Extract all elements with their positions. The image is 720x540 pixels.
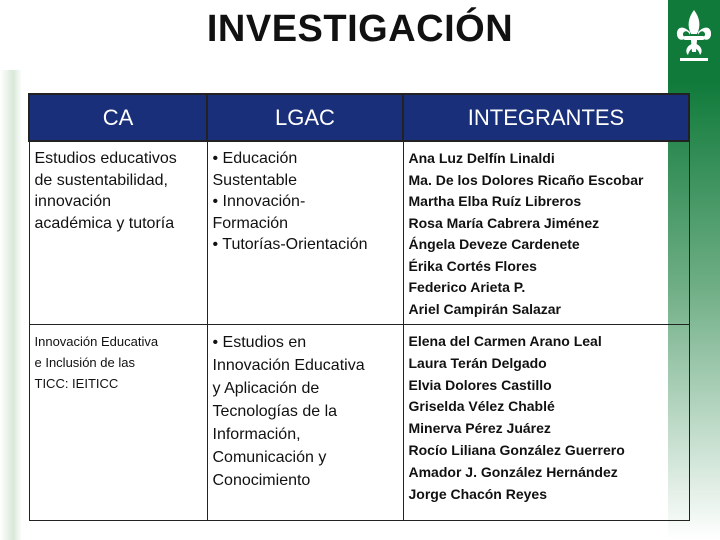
- lgac-line: Información,: [212, 426, 301, 443]
- ca-line: académica y tutoría: [34, 214, 175, 232]
- table-header-row: [29, 94, 689, 141]
- lgac-line: • Tutorías-Orientación: [212, 236, 368, 253]
- integrantes-cell: [403, 141, 689, 325]
- ca-line: e Inclusión de las: [34, 355, 135, 370]
- table-row: [29, 325, 689, 521]
- member-name: Ma. De los Dolores Ricaño Escobar: [408, 171, 644, 188]
- member-name: Ariel Campirán Salazar: [408, 300, 562, 317]
- member-name: Elena del Carmen Arano Leal: [408, 333, 602, 349]
- member-name: Ángela Deveze Cardenete: [408, 236, 580, 252]
- ca-line: Estudios educativos: [34, 150, 177, 167]
- member-name: Laura Terán Delgado: [408, 354, 547, 371]
- page-title: INVESTIGACIÓN: [206, 8, 514, 50]
- lgac-line: Innovación Educativa: [212, 357, 365, 374]
- member-name: Rosa María Cabrera Jiménez: [408, 214, 600, 231]
- header-integrantes: INTEGRANTES: [403, 94, 689, 141]
- member-name: Griselda Vélez Chablé: [408, 398, 555, 415]
- lgac-cell: [207, 141, 403, 325]
- member-name: Jorge Chacón Reyes: [408, 485, 547, 502]
- ca-cell: [29, 325, 207, 521]
- lgac-line: y Aplicación de: [212, 380, 320, 397]
- ca-line: de sustentabilidad,: [34, 171, 168, 189]
- member-name: Elvia Dolores Castillo: [408, 376, 552, 393]
- lgac-line: Formación: [212, 214, 289, 232]
- lgac-line: Sustentable: [212, 171, 298, 189]
- table-row: [29, 141, 689, 325]
- member-name: Rocío Liliana González Guerrero: [408, 441, 625, 458]
- ca-line: innovación: [34, 193, 111, 210]
- lgac-cell: [207, 325, 403, 521]
- lgac-line: • Innovación-: [212, 193, 306, 210]
- header-ca: CA: [29, 94, 207, 141]
- member-name: Martha Elba Ruíz Libreros: [408, 193, 582, 209]
- member-name: Érika Cortés Flores: [408, 257, 537, 274]
- lgac-line: • Estudios en: [212, 334, 307, 351]
- lgac-line: Tecnologías de la: [212, 403, 338, 420]
- member-name: Minerva Pérez Juárez: [408, 420, 551, 437]
- decorative-side-bar: [0, 70, 22, 540]
- member-name: Ana Luz Delfín Linaldi: [408, 150, 555, 166]
- lgac-line: Conocimiento: [212, 472, 311, 489]
- header-lgac: LGAC: [207, 94, 403, 141]
- lgac-line: Comunicación y: [212, 449, 327, 466]
- ca-line: Innovación Educativa: [34, 334, 159, 349]
- member-name: Amador J. González Hernández: [408, 463, 618, 480]
- lgac-line: • Educación: [212, 150, 298, 167]
- integrantes-cell: [403, 325, 689, 521]
- member-name: Federico Arieta P.: [408, 279, 526, 295]
- ca-cell: [29, 141, 207, 325]
- ca-line: TICC: IEITICC: [34, 376, 119, 391]
- research-table: [28, 93, 690, 521]
